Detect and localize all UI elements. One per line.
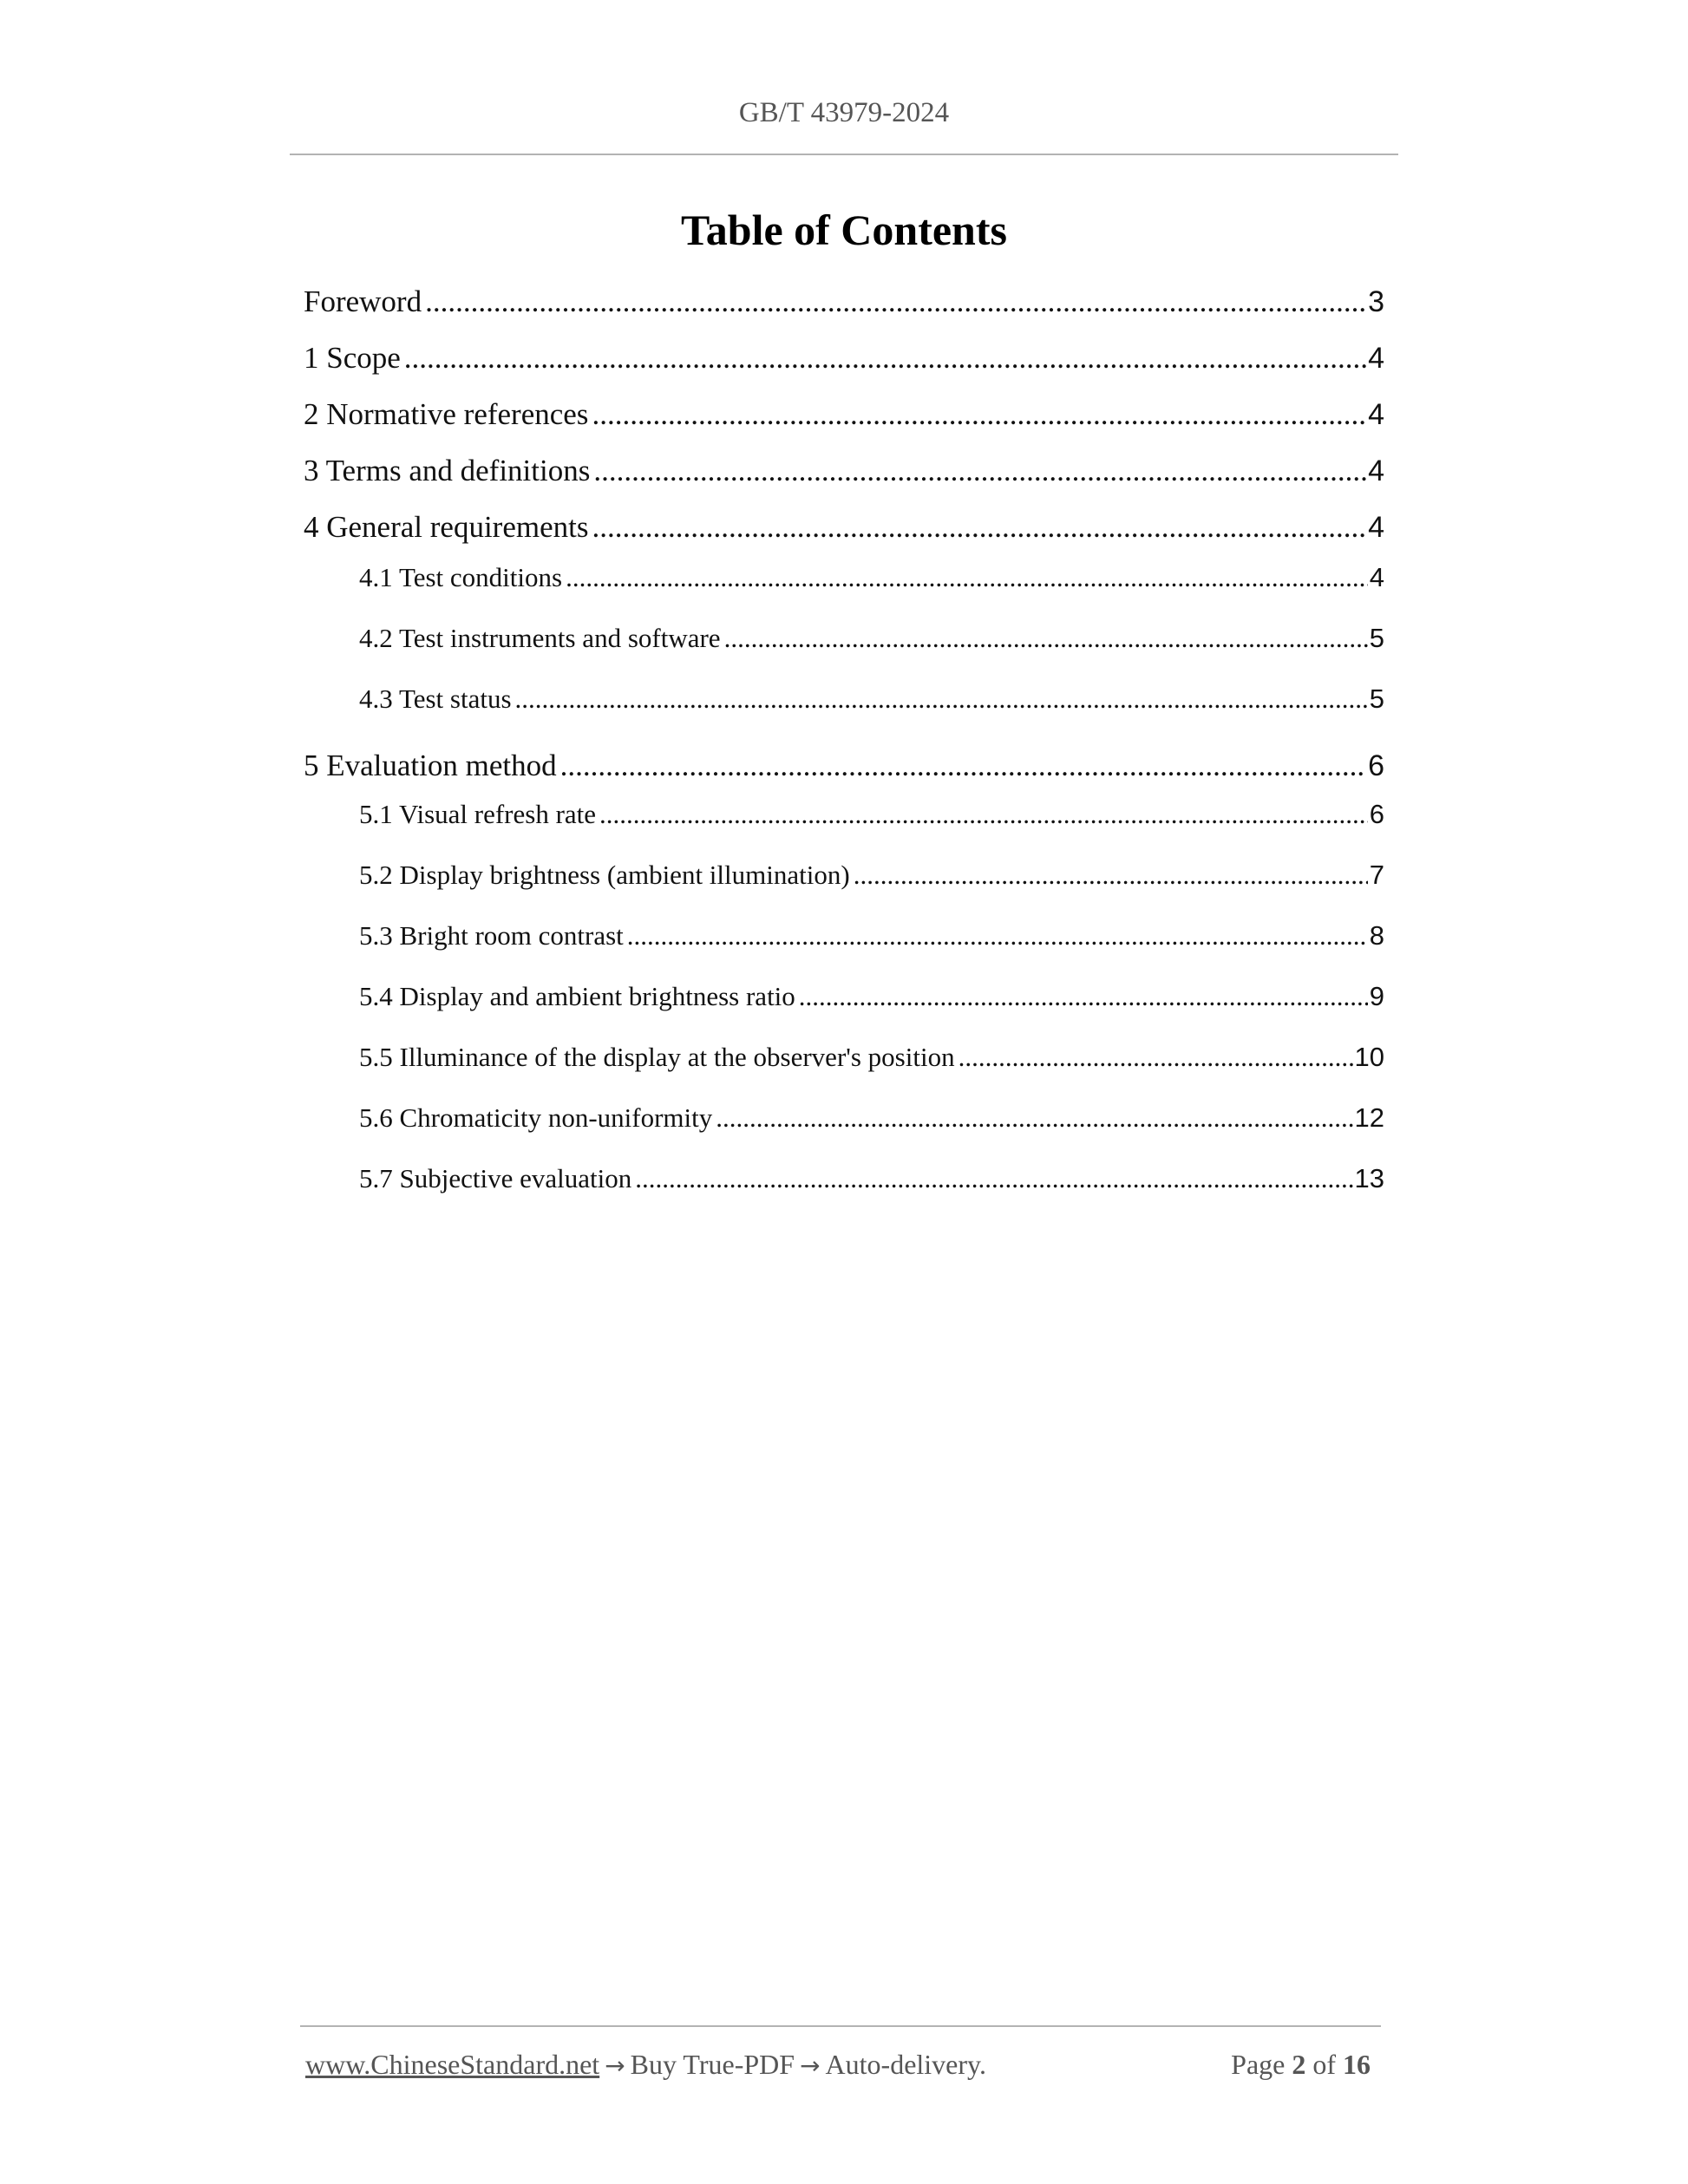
toc-entry-label: 4 General requirements (304, 510, 589, 544)
toc-entry-subjective-evaluation[interactable] (359, 1163, 1384, 1194)
page-total: 16 (1343, 2049, 1371, 2080)
toc-entry-general-requirements[interactable] (304, 510, 1384, 545)
toc-entry-page: 5 (1369, 623, 1384, 653)
toc-title: Table of Contents (681, 206, 1007, 254)
toc-entry-label: 5 Evaluation method (304, 749, 557, 782)
toc-leader-dots (635, 1163, 1352, 1194)
toc-entry-page: 6 (1368, 749, 1384, 782)
toc-entry-test-instruments[interactable] (359, 623, 1384, 654)
toc-entry-label: 4.1 Test conditions (359, 562, 563, 592)
toc-leader-dots (599, 799, 1368, 830)
page-current: 2 (1292, 2049, 1306, 2080)
toc-entry-brightness-ratio[interactable] (359, 981, 1384, 1012)
toc-entry-page: 3 (1368, 285, 1384, 318)
page-label: Page (1231, 2049, 1286, 2080)
toc-leader-dots (958, 1042, 1353, 1073)
toc-entry-bright-room-contrast[interactable] (359, 920, 1384, 951)
toc-entry-page: 4 (1368, 511, 1384, 544)
toc-entry-label: 5.3 Bright room contrast (359, 920, 624, 951)
toc-leader-dots (566, 562, 1368, 593)
toc-leader-dots (592, 397, 1366, 432)
toc-entry-evaluation-method[interactable] (304, 749, 1384, 783)
toc-entry-normative-references[interactable] (304, 397, 1384, 432)
toc-entry-label: 5.2 Display brightness (ambient illumination) (359, 860, 850, 890)
toc-entry-page: 4 (1368, 454, 1384, 487)
toc-entry-illuminance[interactable] (359, 1042, 1384, 1073)
toc-entry-label: 4.2 Test instruments and software (359, 623, 721, 653)
toc-entry-display-brightness[interactable] (359, 860, 1384, 891)
toc-entry-chromaticity[interactable] (359, 1102, 1384, 1134)
toc-entry-page: 13 (1354, 1163, 1384, 1193)
toc-entry-page: 9 (1369, 981, 1384, 1011)
page-number (1231, 2049, 1377, 2081)
toc-leader-dots (627, 920, 1368, 951)
buy-text: Buy True-PDF (630, 2049, 795, 2080)
toc-leader-dots (404, 341, 1366, 376)
toc-leader-dots (592, 510, 1366, 545)
toc-entry-label: 4.3 Test status (359, 683, 512, 714)
toc-leader-dots (716, 1102, 1352, 1134)
toc-entry-page: 10 (1354, 1042, 1384, 1072)
toc-entry-page: 4 (1368, 342, 1384, 375)
toc-entry-label: 1 Scope (304, 341, 401, 375)
toc-entry-test-status[interactable] (359, 683, 1384, 715)
toc-entry-page: 4 (1369, 562, 1384, 592)
page-footer (305, 2049, 1377, 2081)
toc-entry-visual-refresh-rate[interactable] (359, 799, 1384, 830)
toc-entry-page: 8 (1369, 920, 1384, 951)
delivery-text: Auto-delivery. (825, 2049, 986, 2080)
arrow-right-icon: → (800, 2051, 821, 2080)
toc-leader-dots (854, 860, 1368, 891)
toc-entry-label: 5.7 Subjective evaluation (359, 1163, 632, 1193)
footer-divider (300, 2025, 1381, 2027)
footer-promo (305, 2049, 986, 2081)
toc-entry-page: 6 (1369, 799, 1384, 829)
toc-entry-page: 12 (1354, 1102, 1384, 1133)
header-divider (290, 154, 1398, 155)
toc-entry-page: 4 (1368, 398, 1384, 431)
toc-entry-test-conditions[interactable] (359, 562, 1384, 593)
toc-leader-dots (425, 284, 1366, 319)
toc-entry-label: 3 Terms and definitions (304, 454, 591, 487)
toc-entry-label: 5.5 Illuminance of the display at the observer's position (359, 1042, 955, 1072)
toc-entry-page: 7 (1369, 860, 1384, 890)
arrow-right-icon: → (605, 2051, 625, 2080)
toc-entry-label: 5.6 Chromaticity non-uniformity (359, 1102, 713, 1133)
toc-leader-dots (724, 623, 1368, 654)
toc-leader-dots (593, 454, 1366, 488)
toc-leader-dots (560, 749, 1366, 783)
toc-leader-dots (515, 683, 1368, 715)
site-link[interactable]: www.ChineseStandard.net (305, 2049, 600, 2080)
of-label: of (1312, 2049, 1336, 2080)
toc-entry-label: 5.4 Display and ambient brightness ratio (359, 981, 795, 1011)
toc-entry-label: 2 Normative references (304, 397, 589, 431)
toc-entry-foreword[interactable] (304, 284, 1384, 319)
toc-entry-label: Foreword (304, 284, 422, 318)
toc-entry-label: 5.1 Visual refresh rate (359, 799, 597, 829)
toc-entry-terms-definitions[interactable] (304, 454, 1384, 488)
toc-entry-scope[interactable] (304, 341, 1384, 376)
toc-leader-dots (799, 981, 1368, 1012)
toc-entry-page: 5 (1369, 683, 1384, 714)
running-header: GB/T 43979-2024 (738, 97, 950, 128)
